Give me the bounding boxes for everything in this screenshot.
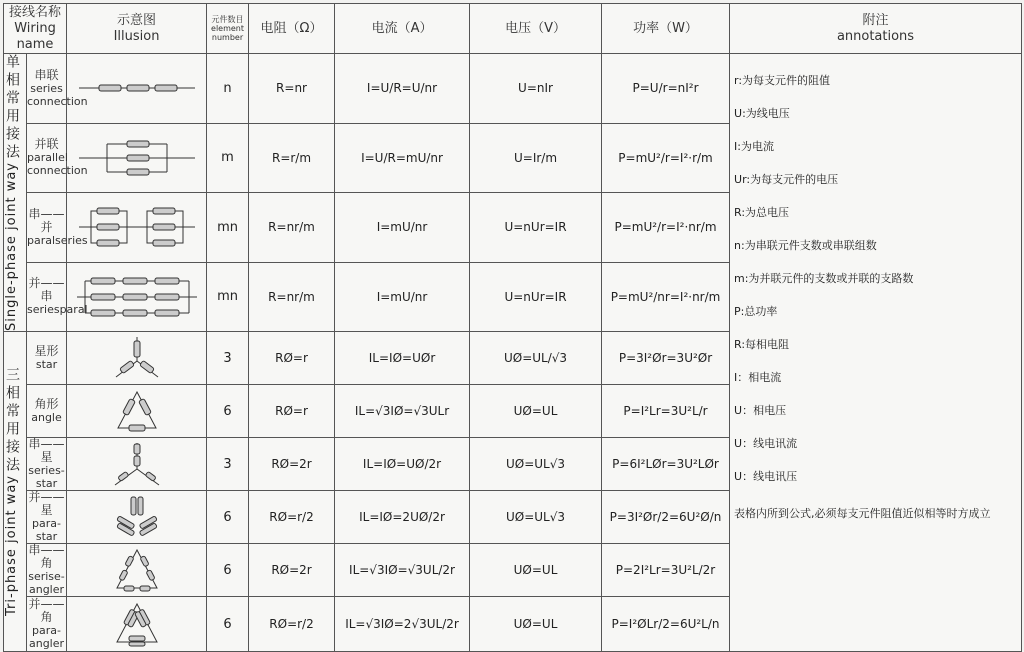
header-illus-en: Illusion <box>113 28 160 44</box>
wiring-name-en: serise-angler <box>28 570 65 597</box>
element-count: 6 <box>207 385 249 438</box>
annotation-item: U:为线电压 <box>734 107 790 121</box>
resistance-formula: RØ=r/2 <box>249 597 335 652</box>
wiring-name-en: series-star <box>28 464 65 491</box>
diagram-cell <box>67 491 207 544</box>
header-illus-cn: 示意图 <box>117 12 157 28</box>
diagram-cell <box>67 193 207 262</box>
element-count: m <box>207 123 249 192</box>
current-formula: IL=IØ=2UØ/2r <box>335 491 470 544</box>
power-formula: P=3I²Ør/2=6U²Ø/n <box>602 491 730 544</box>
voltage-formula: U=Ir/m <box>470 123 602 192</box>
element-count: 6 <box>207 544 249 597</box>
annotation-item: n:为串联元件支数或串联组数 <box>734 239 877 253</box>
current-formula: IL=√3IØ=√3ULr <box>335 385 470 438</box>
diagram-cell <box>67 262 207 332</box>
current-formula: IL=√3IØ=2√3UL/2r <box>335 597 470 652</box>
wiring-name-cn: 串——星 <box>28 437 65 465</box>
group-single-cn: 单相常用接法 <box>4 54 20 163</box>
series-delta-connection-icon <box>67 547 206 593</box>
wiring-name-cn: 角形 <box>34 397 59 412</box>
voltage-formula: UØ=UL√3 <box>470 491 602 544</box>
wiring-name <box>27 262 88 332</box>
diagram-cell <box>67 385 207 438</box>
wiring-name <box>27 193 88 262</box>
header-name-en: Wiring name <box>14 20 56 52</box>
parallel-series-resistors-icon <box>67 276 206 318</box>
wiring-name <box>27 597 67 652</box>
resistance-formula: RØ=2r <box>249 544 335 597</box>
current-formula: I=mU/nr <box>335 193 470 262</box>
voltage-formula: U=nUr=IR <box>470 262 602 332</box>
element-count: 3 <box>207 332 249 385</box>
delta-connection-icon <box>67 388 206 434</box>
wiring-table <box>3 3 1022 652</box>
resistance-formula: RØ=r <box>249 385 335 438</box>
wiring-name-cn: 并——串 <box>28 276 65 304</box>
wiring-name <box>27 491 67 544</box>
power-formula: P=I²Lr=3U²L/r <box>602 385 730 438</box>
diagram-cell <box>67 544 207 597</box>
current-formula: I=U/R=mU/nr <box>335 123 470 192</box>
header-illusion <box>67 4 207 54</box>
voltage-formula: U=nUr=IR <box>470 193 602 262</box>
annotation-item: U：线电讯压 <box>734 470 798 484</box>
current-formula: I=U/R=U/nr <box>335 54 470 123</box>
group-tri-phase <box>4 332 27 652</box>
wiring-name-en: parallel connection <box>27 151 88 178</box>
power-formula: P=6I²LØr=3U²LØr <box>602 438 730 491</box>
wiring-name-cn: 串联 <box>34 67 59 82</box>
annotation-item: R:为总电压 <box>734 206 790 220</box>
group-tri-en: Tri-phase joint way <box>4 475 19 617</box>
annotation-item: R:每相电阻 <box>734 338 790 352</box>
wiring-name-cn: 并联 <box>34 137 59 152</box>
voltage-formula: UØ=UL <box>470 385 602 438</box>
parallel-star-connection-icon <box>67 494 206 540</box>
resistance-formula: RØ=r <box>249 332 335 385</box>
annotation-item: Ur:为每支元件的电压 <box>734 173 839 187</box>
group-tri-cn: 三相常用接法 <box>4 367 20 476</box>
resistance-formula: RØ=2r <box>249 438 335 491</box>
power-formula: P=mU²/r=I²·nr/m <box>602 193 730 262</box>
annotation-condition: 表格内所到公式,必须每支元件阻值近似相等时方成立 <box>734 507 991 521</box>
resistance-formula: R=nr/m <box>249 193 335 262</box>
wiring-name <box>27 438 67 491</box>
wiring-name <box>27 332 67 385</box>
wiring-name <box>27 544 67 597</box>
power-formula: P=mU²/nr=I²·nr/m <box>602 262 730 332</box>
header-voltage: 电压（V） <box>470 4 602 54</box>
annotation-item: U：线电讯流 <box>734 437 798 451</box>
header-row <box>4 4 1022 54</box>
annotation-item: m:为并联元件的支数或并联的支路数 <box>734 272 914 286</box>
annotation-item: P:总功率 <box>734 305 778 319</box>
parallel-delta-connection-icon <box>67 601 206 647</box>
resistance-formula: R=nr/m <box>249 262 335 332</box>
diagram-cell <box>67 438 207 491</box>
wiring-name-en: star <box>35 358 58 372</box>
power-formula: P=2I²Lr=3U²L/2r <box>602 544 730 597</box>
header-resistance: 电阻（Ω） <box>249 4 335 54</box>
annotation-item: U：相电压 <box>734 404 787 418</box>
current-formula: IL=IØ=UØ/2r <box>335 438 470 491</box>
power-formula: P=U/r=nI²r <box>602 54 730 123</box>
annotation-item: I:为电流 <box>734 140 774 154</box>
diagram-cell <box>67 54 207 123</box>
diagram-cell <box>67 597 207 652</box>
wiring-name-cn: 串——并 <box>28 206 65 234</box>
series-star-connection-icon <box>67 441 206 487</box>
star-connection-icon <box>67 335 206 381</box>
wiring-name-en: series connection <box>27 81 88 108</box>
diagram-cell <box>67 123 207 192</box>
diagram-cell <box>67 332 207 385</box>
resistance-formula: RØ=r/2 <box>249 491 335 544</box>
voltage-formula: U=nIr <box>470 54 602 123</box>
element-count: n <box>207 54 249 123</box>
wiring-name-cn: 并——星 <box>28 490 65 518</box>
header-count-en1: element <box>211 24 245 34</box>
wiring-name <box>27 123 88 192</box>
wiring-name-en: angle <box>31 411 62 425</box>
element-count: mn <box>207 262 249 332</box>
wiring-name-en: para-star <box>32 517 61 544</box>
resistance-formula: R=r/m <box>249 123 335 192</box>
voltage-formula: UØ=UL <box>470 597 602 652</box>
resistance-formula: R=nr <box>249 54 335 123</box>
current-formula: I=mU/nr <box>335 262 470 332</box>
header-annotations <box>730 4 1022 54</box>
element-count: 3 <box>207 438 249 491</box>
voltage-formula: UØ=UL/√3 <box>470 332 602 385</box>
annotation-item: I：相电流 <box>734 371 782 385</box>
wiring-name-cn: 并——角 <box>28 597 65 625</box>
wiring-name-cn: 星形 <box>34 344 59 359</box>
group-single-phase <box>4 54 27 332</box>
header-wiring-name <box>4 4 67 54</box>
power-formula: P=I²ØLr/2=6U²L/n <box>602 597 730 652</box>
header-current: 电流（A） <box>335 4 470 54</box>
header-power: 功率（W） <box>602 4 730 54</box>
element-count: 6 <box>207 597 249 652</box>
wiring-name-cn: 串——角 <box>28 543 65 571</box>
wiring-name-en: paralseries <box>27 233 88 247</box>
voltage-formula: UØ=UL√3 <box>470 438 602 491</box>
power-formula: P=3I²Ør=3U²Ør <box>602 332 730 385</box>
current-formula: IL=IØ=UØr <box>335 332 470 385</box>
header-count-en2: number <box>211 33 244 43</box>
annotation-item: r:为每支元件的阻值 <box>734 74 831 88</box>
element-count: 6 <box>207 491 249 544</box>
wiring-name <box>27 385 67 438</box>
power-formula: P=mU²/r=I²·r/m <box>602 123 730 192</box>
element-count: mn <box>207 193 249 262</box>
header-count-cn: 元件数目 <box>211 15 244 25</box>
annotations-cell <box>730 54 1022 652</box>
voltage-formula: UØ=UL <box>470 544 602 597</box>
wiring-row <box>4 54 1022 123</box>
header-element-number <box>207 4 249 54</box>
wiring-name <box>27 54 88 123</box>
header-notes-cn: 附注 <box>862 12 889 28</box>
group-single-en: Single-phase joint way <box>4 162 19 332</box>
wiring-name-en: para-angler <box>28 624 65 651</box>
current-formula: IL=√3IØ=√3UL/2r <box>335 544 470 597</box>
wiring-name-en: seriesparal <box>27 303 88 317</box>
header-name-cn: 接线名称 <box>9 4 62 20</box>
header-notes-en: annotations <box>836 28 915 44</box>
